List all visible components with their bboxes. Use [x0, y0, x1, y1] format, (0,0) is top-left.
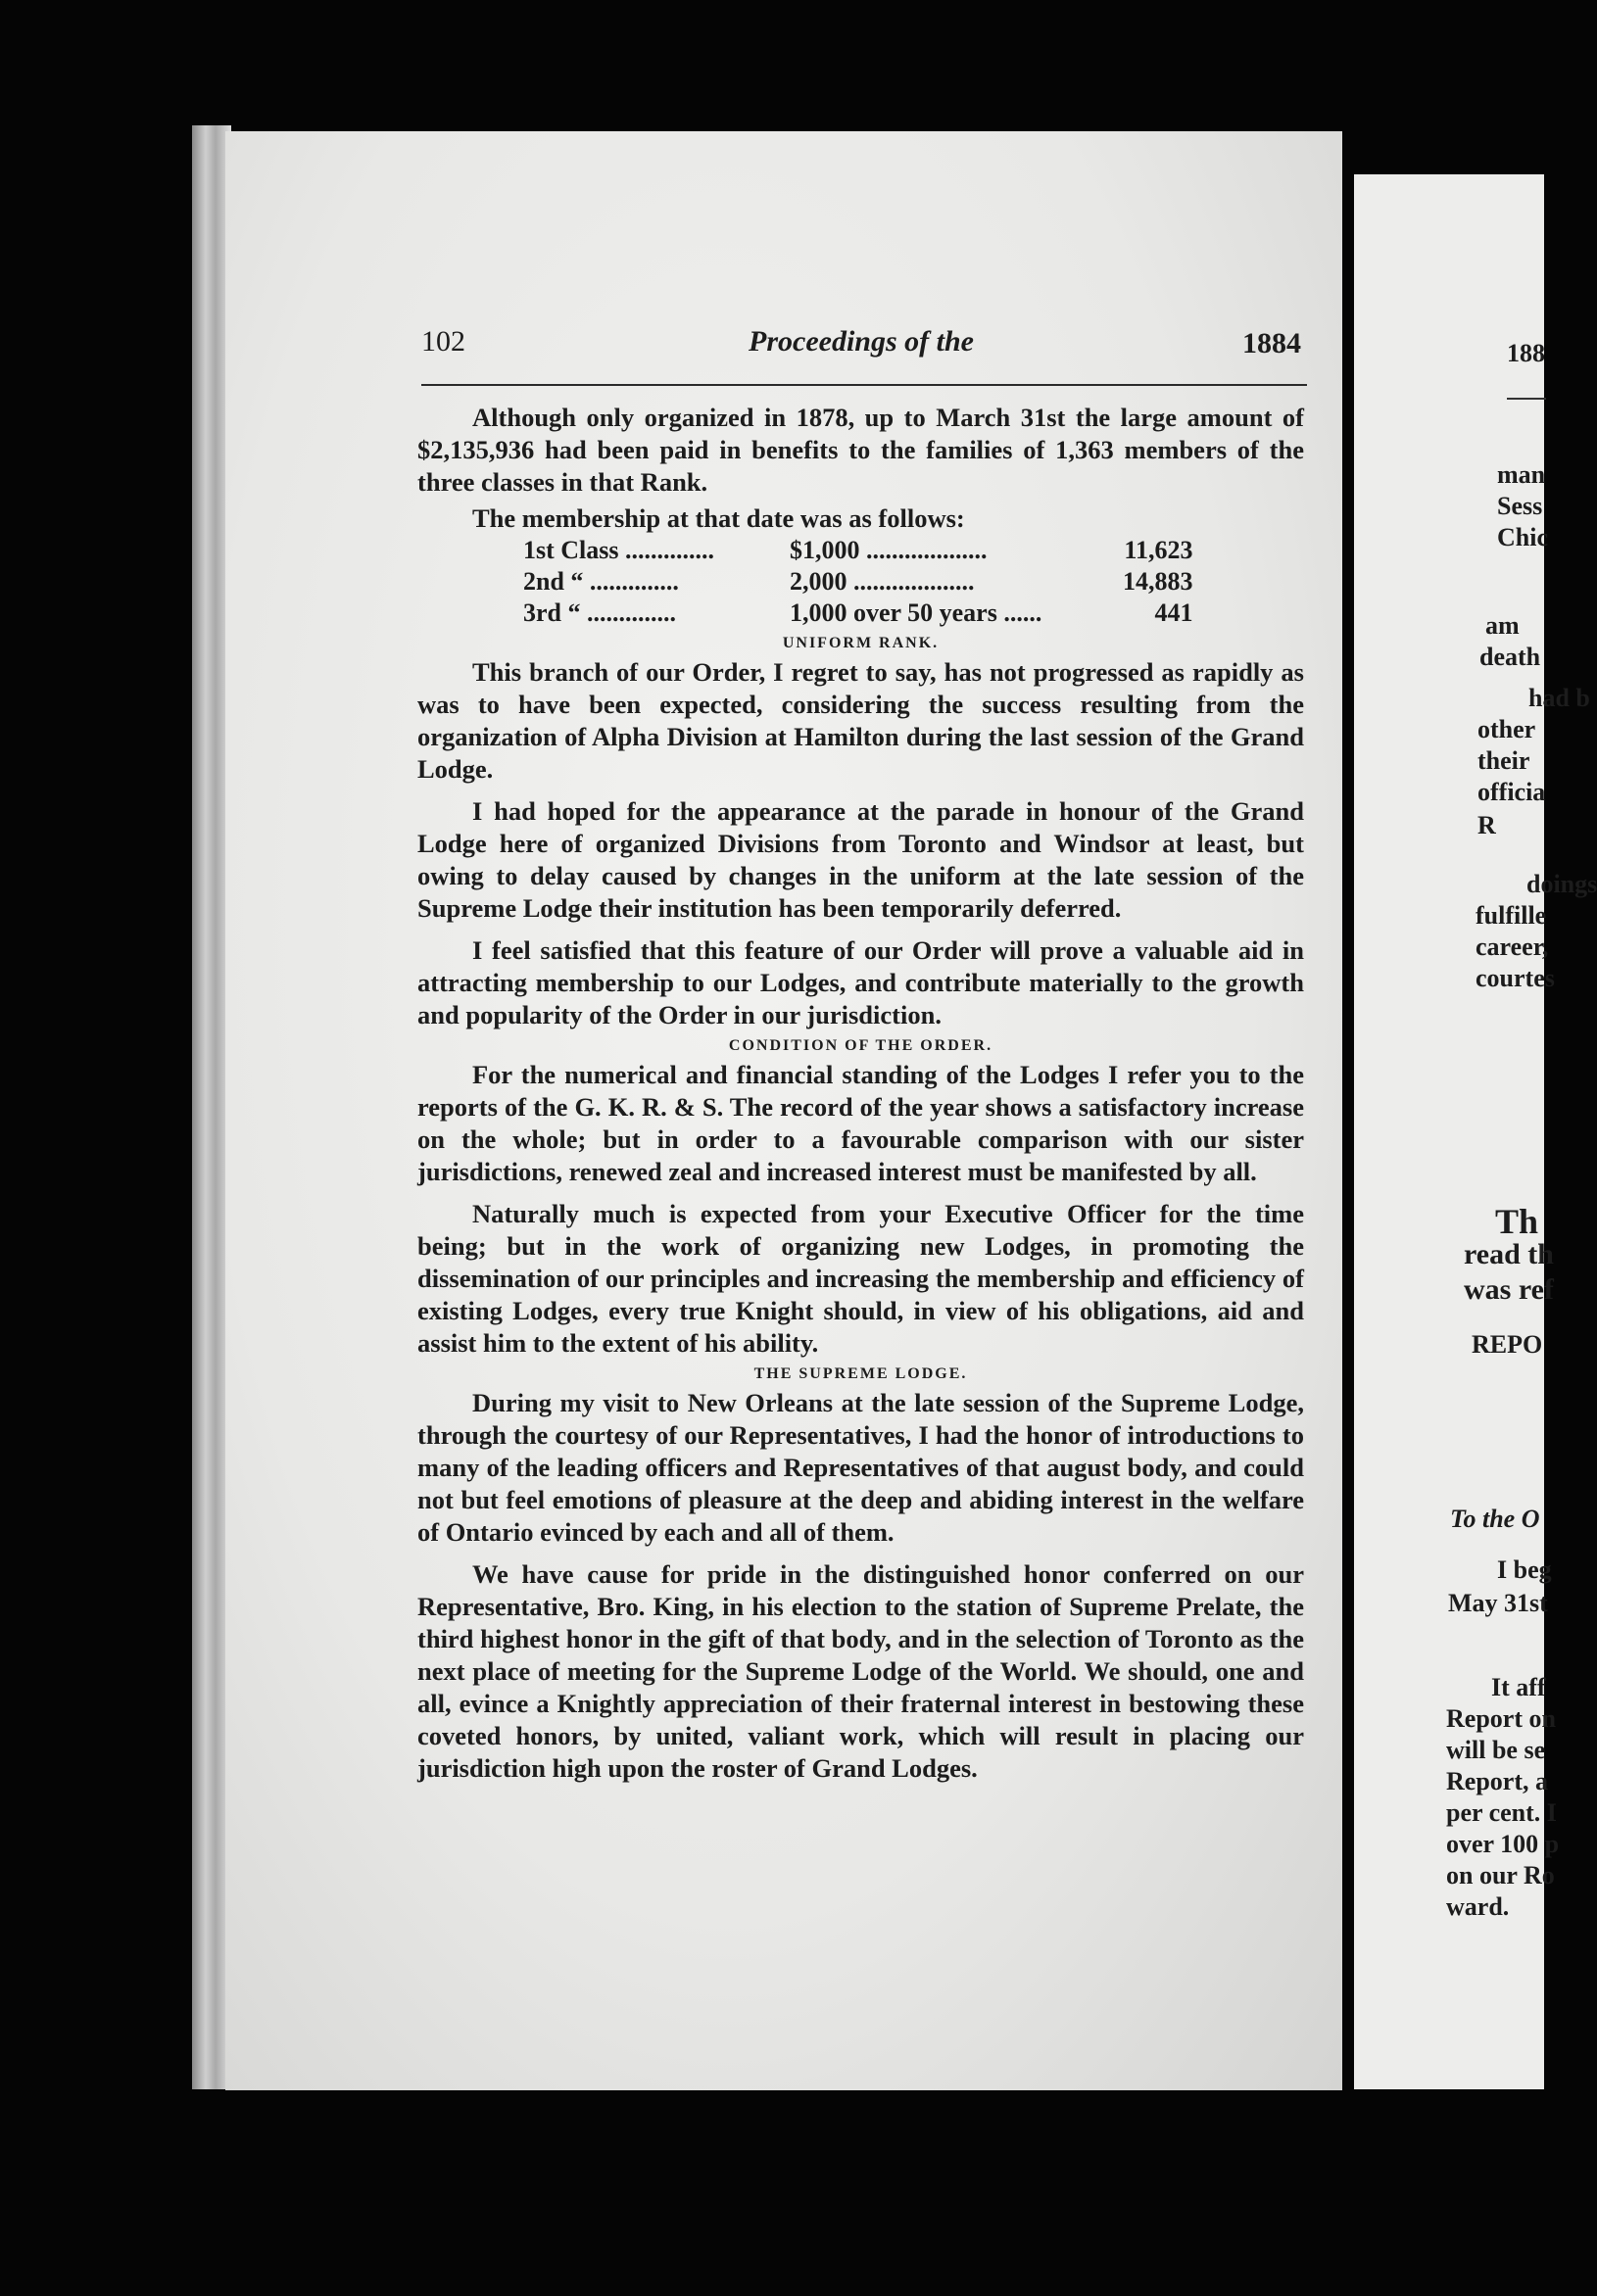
right-page-fragment-line: Th: [1495, 1202, 1539, 1241]
section-heading: THE SUPREME LODGE.: [753, 1365, 968, 1382]
section-heading: CONDITION OF THE ORDER.: [728, 1037, 993, 1054]
count-cell: 11,623: [1124, 536, 1193, 564]
right-page-fragment-line: other: [1477, 715, 1536, 743]
body-paragraph: This branch of our Order, I regret to say, has not progressed as rapidly as was to have been expected, considering the success resulting from the organization of Alpha Division at Hamilton during the last session of the Grand Lodge.: [417, 657, 1304, 784]
class-cell: 2nd “ ..............: [523, 567, 679, 596]
body-paragraph: We have cause for pride in the distinguished honor conferred on our Representative, Bro. King, in his election to the station of Supreme Prelate, the third highest honor in the gift of that body, and in the selection of Toronto as the next place of meeting for the Supreme Lodge of the World. We should, one and all, evince a Knightly appreciation of their fraternal interest in bestowing these coveted honors, by united, valiant work, which will result in placing our jurisdiction high upon the roster of Grand Lodges.: [417, 1559, 1304, 1783]
right-page-fragment-line: It aff: [1491, 1673, 1546, 1701]
count-cell: 14,883: [1123, 567, 1193, 596]
right-page-fragment-line: had b: [1528, 684, 1590, 712]
right-page-fragment-line: their: [1477, 746, 1530, 775]
body-paragraph: Naturally much is expected from your Executive Officer for the time being; but in the work of organizing new Lodges, in promoting the dissemination of our principles and increasing the membership and efficiency of existing Lodges, every true Knight should, in view of his obligations, aid and assist him to the extent of his ability.: [417, 1199, 1304, 1358]
amount-cell: $1,000 ...................: [790, 536, 988, 564]
right-page-fragment-line: REPO: [1472, 1330, 1543, 1359]
body-paragraph: During my visit to New Orleans at the late session of the Supreme Lodge, through the courtesy of our Representatives, I had the honor of introductions to many of the leading officers and Representatives of that august body, and could not but feel emotions of pleasure at the deep and abiding interest in the welfare of Ontario evinced by each and all of them.: [417, 1388, 1304, 1547]
left-page: [225, 131, 1342, 2090]
membership-table: [523, 535, 1193, 629]
right-page-fragment-line: ward.: [1446, 1892, 1510, 1921]
right-page-fragment-line: career,: [1476, 933, 1549, 961]
right-page-fragment-line: 188: [1507, 339, 1545, 367]
page-number: 102: [421, 325, 465, 358]
section-heading: UNIFORM RANK.: [782, 635, 940, 651]
right-page-fragment-line: fulfille: [1476, 901, 1547, 930]
body-paragraph: I feel satisfied that this feature of our Order will prove a valuable aid in attracting membership to our Lodges, and contribute materially to the growth and popularity of the Order in our jurisdiction.: [417, 935, 1304, 1029]
right-page-fragment-line: May 31st: [1448, 1589, 1548, 1617]
right-page-fragment-line: Report on: [1446, 1704, 1556, 1733]
intro-paragraph: Although only organized in 1878, up to March 31st the large amount of $2,135,936 had been paid in benefits to the families of 1,363 members of the three classes in that Rank.: [417, 403, 1304, 497]
body-paragraph: For the numerical and financial standing of the Lodges I refer you to the reports of the G. K. R. & S. The record of the year shows a satisfactory increase on the whole; but in order to a favourable comparison with our sister jurisdictions, renewed zeal and increased interest must be manifested by all.: [417, 1060, 1304, 1186]
right-page-fragment-line: Sess: [1497, 492, 1543, 520]
right-page-fragment-line: over 100 p: [1446, 1830, 1560, 1858]
membership-row: [523, 535, 1193, 566]
right-page-rule: [1507, 398, 1546, 400]
amount-cell: 1,000 over 50 years ......: [790, 598, 1042, 627]
membership-intro: The membership at that date was as follows:: [472, 503, 965, 533]
header-rule: [421, 384, 1307, 386]
right-page-fragment-line: R: [1477, 811, 1496, 839]
right-page-fragment-line: on our Ro: [1446, 1861, 1555, 1889]
class-cell: 1st Class ..............: [523, 536, 715, 564]
page-body: [417, 402, 1304, 1785]
page-header: [421, 313, 1301, 372]
right-page-fragment-line: man: [1497, 460, 1546, 489]
membership-row: [523, 566, 1193, 598]
right-page-fragment-line: read th: [1464, 1238, 1554, 1270]
right-page-fragment-line: per cent. I: [1446, 1798, 1557, 1827]
right-page-fragment-line: I beg: [1497, 1555, 1552, 1584]
right-page-fragment-line: am: [1485, 611, 1520, 640]
right-page-fragment: [1354, 174, 1597, 2089]
class-cell: 3rd “ ..............: [523, 598, 676, 627]
count-cell: 441: [1154, 598, 1193, 627]
membership-row: [523, 598, 1193, 629]
right-page-fragment-line: was ref: [1464, 1273, 1554, 1306]
amount-cell: 2,000 ...................: [790, 567, 975, 596]
right-page-fragment-line: doings: [1526, 870, 1597, 898]
body-paragraph: I had hoped for the appearance at the parade in honour of the Grand Lodge here of organized Divisions from Toronto and Windsor at least, but owing to delay caused by changes in the uniform at the late session of the Supreme Lodge their institution has been temporarily deferred.: [417, 796, 1304, 923]
right-page-fragment-line: officia: [1477, 778, 1546, 806]
right-page-fragment-line: courtes: [1476, 964, 1555, 992]
right-page-fragment-line: Report, a: [1446, 1767, 1548, 1795]
header-year: 1884: [1242, 327, 1301, 359]
right-page-fragment-line: death: [1479, 643, 1541, 671]
running-title: Proceedings of the: [749, 325, 974, 358]
right-page-fragment-line: Chic: [1497, 523, 1548, 551]
right-page-fragment-line: will be se: [1446, 1736, 1546, 1764]
right-page-fragment-line: To the O: [1450, 1505, 1540, 1533]
